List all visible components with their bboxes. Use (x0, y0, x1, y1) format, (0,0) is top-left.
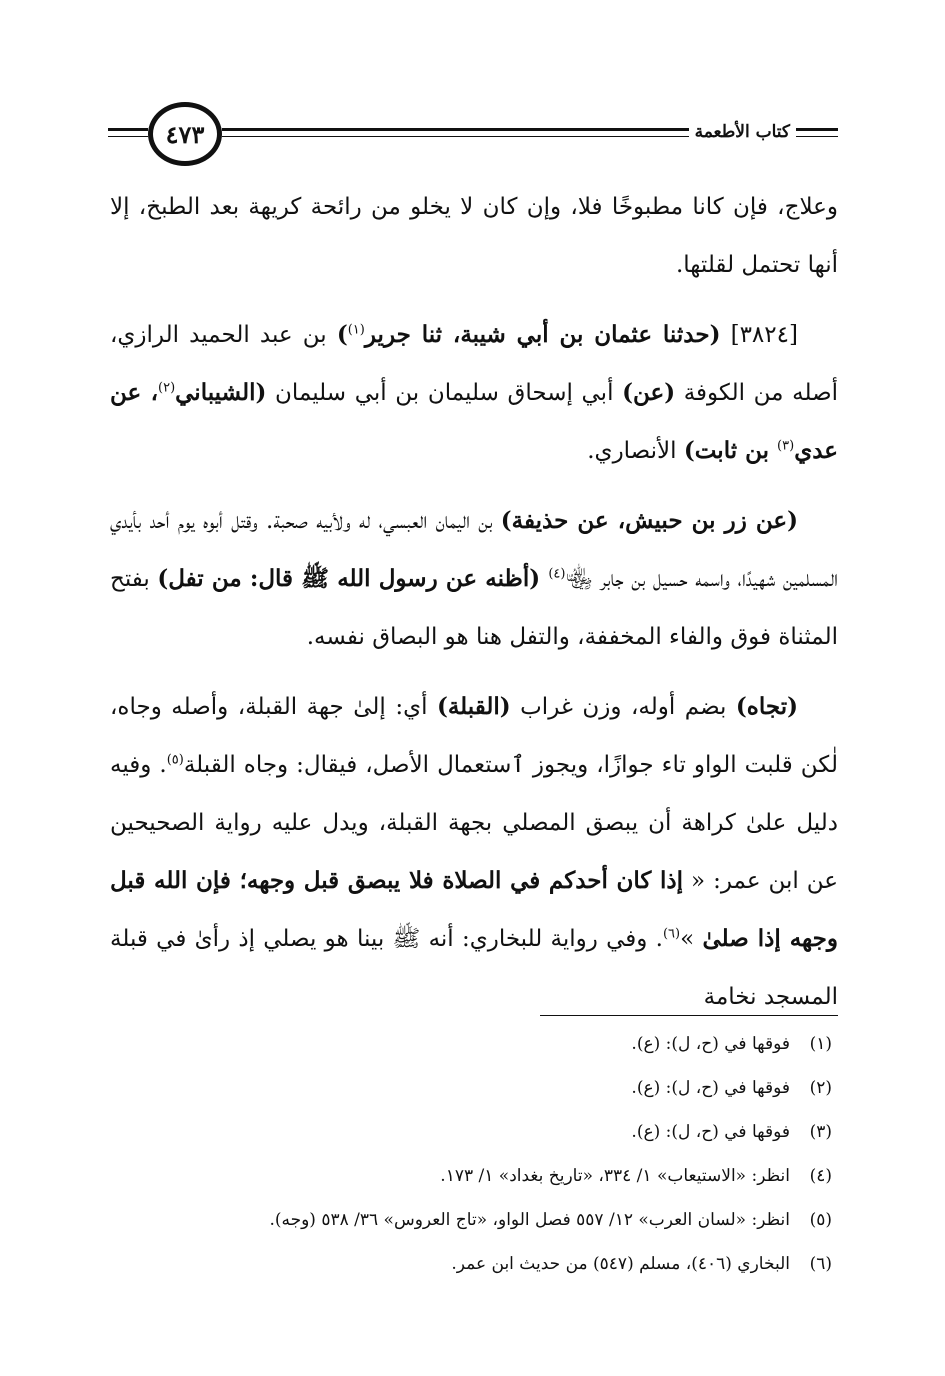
text-run: بضم أوله، وزن غراب (510, 694, 736, 720)
footnote-text: فوقها في (ح، ل): (ع). (631, 1078, 790, 1098)
footnote-ref[interactable]: (٢) (158, 380, 176, 396)
bold-run: بن ثابت) (683, 437, 778, 464)
text-run: الأنصاري. (587, 438, 684, 464)
footnote-item (110, 1198, 838, 1242)
footnote-text: فوقها في (ح، ل): (ع). (631, 1122, 790, 1142)
text-run: وعلاج، فإن كانا مطبوخًا فلا، وإن كان لا يخلو من رائحة كريهة بعد الطبخ، إلا أنها تحتمل لقلتها. (110, 194, 838, 278)
bold-run: (حدثنا عثمان بن أبي شيبة، ثنا جرير (364, 321, 721, 348)
footnote-number: (٢) (809, 1078, 832, 1098)
text-run: أبي إسحاق سليمان بن أبي سليمان (266, 380, 623, 406)
footnote-number: (٤) (809, 1166, 832, 1186)
footnote-number: (٣) (809, 1122, 832, 1142)
text-run: بن اليمان العبسي، له ولأبيه صحبة. وقتل أبوه يوم أحد بأيدي المسلمين شهيدًا، واسمه حسيل بن جابر ﵄ (110, 508, 838, 592)
chapter-title: كتاب الأطعمة (689, 122, 796, 142)
main-text (110, 178, 838, 1038)
footnote-ref[interactable]: (٥) (166, 752, 184, 768)
bold-run: (عن) (622, 379, 676, 406)
bold-run: (أظنه عن رسول الله ﷺ قال: من تفل) (157, 565, 549, 592)
header-rule-left-thin (108, 136, 148, 137)
paragraph-4 (110, 678, 838, 1026)
text-run: بن عبد الحميد الرازي، أصله من الكوفة (110, 322, 838, 406)
bold-run: إذا كان أحدكم في الصلاة فلا يبصق قبل وجهه؛ فإن الله قبل وجهه إذا صلىٰ (110, 867, 838, 952)
bold-run: (تجاه) (735, 693, 798, 720)
paragraph-3 (110, 492, 838, 666)
footnote-number: (٥) (809, 1210, 832, 1230)
header-rule-left (108, 128, 148, 131)
text-run: أي: إلىٰ جهة القبلة، وأصله وجاه، لٰكن قلبت الواو تاء جوازًا، ويجوز ٱستعمال الأصل، فيقال: وجاه القبلة (110, 694, 839, 778)
footnote-ref[interactable]: (٤) (548, 566, 566, 582)
footnote-text: فوقها في (ح، ل): (ع). (631, 1034, 790, 1054)
bold-run: (القبلة) (436, 693, 511, 720)
footnote-item (110, 1022, 838, 1066)
footnote-number: (١) (809, 1034, 832, 1054)
text-run: » (680, 926, 703, 952)
footnote-ref[interactable]: (٣) (777, 438, 795, 454)
bold-run: (عن زر بن حبيش، عن حذيفة) (500, 507, 798, 534)
page-number: ٤٧٣ (165, 119, 205, 149)
footnote-separator (540, 1015, 838, 1016)
footnote-ref[interactable]: (١) (347, 322, 365, 338)
footnote-text: البخاري (٤٠٦)، مسلم (٥٤٧) من حديث ابن عمر. (451, 1254, 790, 1274)
text-run: . وفيه دليل علىٰ كراهة أن يبصق المصلي بجهة القبلة، ويدل عليه رواية الصحيحين عن ابن عمر: « (110, 752, 839, 894)
footnote-item (110, 1066, 838, 1110)
footnote-text: انظر: «لسان العرب» ١٢/ ٥٥٧ فصل الواو، «تاج العروس» ٣٦/ ٥٣٨ (وجه). (269, 1210, 790, 1230)
footnote-number: (٦) (809, 1254, 832, 1274)
hadith-number: [٣٨٢٤] (720, 322, 798, 348)
bold-run: ، عن عدي (110, 379, 838, 464)
paragraph-2 (110, 306, 838, 480)
footnote-ref[interactable]: (٦) (662, 926, 681, 942)
paragraph-1 (110, 178, 838, 294)
footnote-item (110, 1110, 838, 1154)
footnote-text: انظر: «الاستيعاب» ١/ ٣٣٤، «تاريخ بغداد» ١/ ١٧٣. (440, 1166, 790, 1186)
page-number-badge (148, 102, 222, 166)
page-header (108, 100, 838, 170)
bold-run: ) (336, 321, 348, 348)
footnotes (110, 1022, 838, 1286)
text-run: . وفي رواية للبخاري: أنه ﷺ بينا هو يصلي إذ رأىٰ في قبلة المسجد نخامة (110, 926, 838, 1010)
text-run: بفتح المثناة فوق والفاء المخففة، والتفل هنا هو البصاق نفسه. (110, 566, 838, 650)
bold-run: (الشيباني (175, 379, 267, 406)
footnote-item (110, 1154, 838, 1198)
footnote-item (110, 1242, 838, 1286)
